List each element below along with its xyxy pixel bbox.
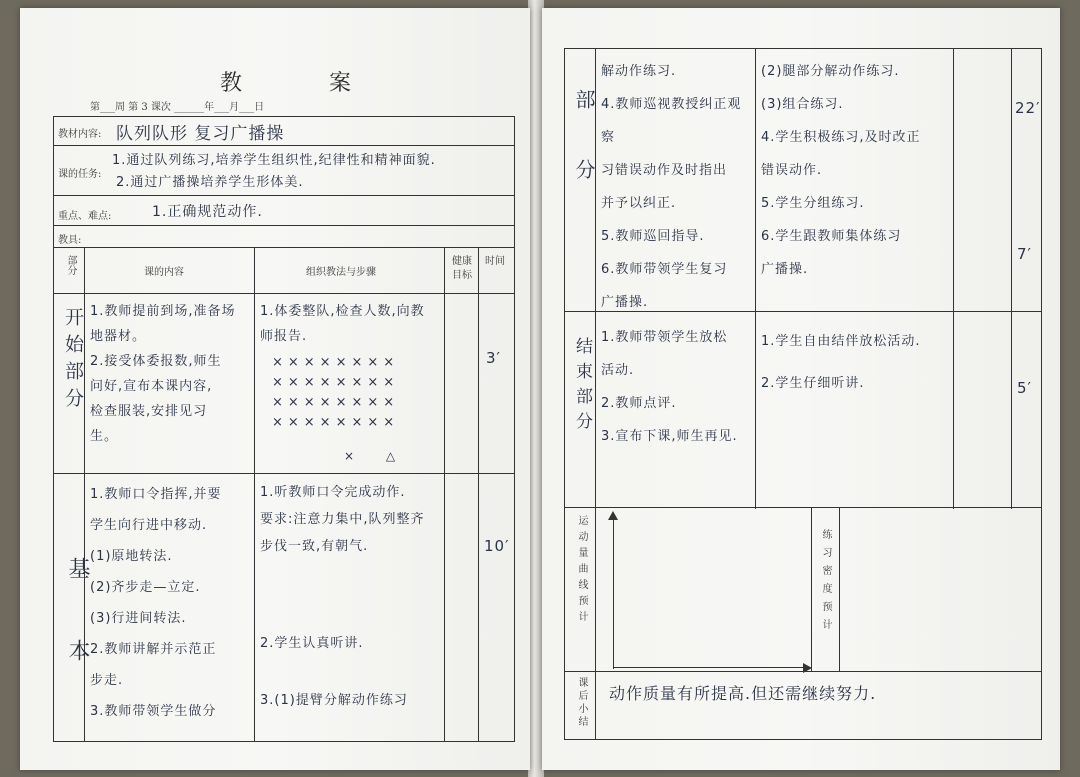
task-line-2: 2.通过广播操培养学生形体美. (116, 175, 304, 190)
basic-content-line: 3.教师带领学生做分 (90, 704, 217, 719)
end-method-line: 2.学生仔细听讲. (761, 376, 865, 391)
content-label: 教材内容: (58, 129, 102, 140)
basic-method-line: 1.听教师口令完成动作. (260, 485, 406, 500)
start-method (260, 299, 442, 349)
basic-cont-content-line: 5.教师巡回指导. (601, 229, 705, 244)
curve-label: 运动量曲线预计 (576, 515, 587, 627)
left-page (20, 8, 530, 770)
summary-label: 课后小结 (576, 677, 587, 729)
summary-value: 动作质量有所提高.但还需继续努力. (609, 684, 877, 703)
task-line-1: 1.通过队列练习,培养学生组织性,纪律性和精神面貌. (112, 153, 436, 168)
start-content-line: 问好,宣布本课内容, (90, 379, 213, 394)
basic-method-line: 3.(1)提臂分解动作练习 (260, 693, 408, 708)
part-basic: 基本 (65, 557, 90, 721)
start-content-line: 地器材。 (90, 329, 147, 344)
task-label: 课的任务: (58, 169, 102, 180)
basic-content-line: 学生向行进中移动. (90, 518, 208, 533)
basic-content-line: 1.教师口令指挥,并要 (90, 487, 222, 502)
start-content-line: 生。 (90, 429, 119, 444)
basic-method (260, 479, 442, 714)
basic-cont-method (761, 55, 951, 286)
curve-y-axis (613, 517, 614, 669)
end-time: 5′ (1017, 379, 1032, 397)
curve-x-axis (613, 667, 803, 668)
header-time: 时间 (485, 256, 505, 267)
basic-cont-method-line: (3)组合练习. (761, 97, 844, 112)
start-content-line: 2.接受体委报数,师生 (90, 354, 222, 369)
basic-cont-content (601, 55, 753, 319)
end-method-line: 1.学生自由结伴放松活动. (761, 334, 921, 349)
content-value: 队列队形 复习广播操 (116, 124, 285, 144)
basic-content-line: (2)齐步走—立定. (90, 580, 201, 595)
lesson-plan-table-left (53, 116, 515, 742)
formation-row: ×××××××× (272, 375, 400, 390)
basic-method-line: 要求:注意力集中,队列整齐 (260, 512, 425, 527)
basic-content (90, 479, 252, 727)
basic-time: 10′ (484, 537, 510, 555)
end-method (761, 321, 951, 405)
end-content-line: 2.教师点评. (601, 396, 677, 411)
curve-y-arrow (608, 511, 618, 520)
formation-mark: × △ (344, 449, 410, 463)
header-method: 组织教法与步骤 (306, 267, 376, 278)
formation-row: ×××××××× (272, 415, 400, 430)
header-health: 健康目标 (452, 256, 472, 281)
basic-cont-time-1: 22′ (1015, 99, 1041, 117)
header-content: 课的内容 (144, 267, 184, 278)
formation-row: ×××××××× (272, 395, 400, 410)
basic-cont-method-line: 广播操. (761, 262, 809, 277)
basic-cont-method-line: 4.学生积极练习,及时改正 (761, 130, 921, 145)
basic-cont-method-line: 6.学生跟教师集体练习 (761, 229, 902, 244)
formation-row: ×××××××× (272, 355, 400, 370)
header-part: 部分 (65, 255, 76, 275)
end-content (601, 321, 753, 453)
density-label: 练习密度预计 (820, 529, 831, 637)
basic-cont-method-line: (2)腿部分解动作练习. (761, 64, 900, 79)
end-content-line: 1.教师带领学生放松 (601, 330, 728, 345)
start-method-line: 1.体委整队,检查人数,向教 (260, 304, 425, 319)
page-title: 教 案 (220, 71, 391, 96)
week-date-line: 第___周 第 3 课次 ______年___月___日 (90, 102, 265, 113)
part-basic-cont: 部分 (572, 89, 596, 229)
basic-method-line: 2.学生认真听讲. (260, 636, 364, 651)
part-end: 结束部分 (572, 337, 592, 437)
basic-content-line: 2.教师讲解并示范正 (90, 642, 217, 657)
basic-cont-content-line: 6.教师带领学生复习 (601, 262, 728, 277)
end-content-line: 活动. (601, 363, 635, 378)
basic-cont-method-line: 5.学生分组练习. (761, 196, 865, 211)
key-value: 1.正确规范动作. (152, 204, 263, 220)
formation-grid (272, 353, 399, 433)
equipment-label: 教具: (58, 235, 82, 246)
start-time: 3′ (486, 349, 501, 367)
start-content-line: 检查服装,安排见习 (90, 404, 208, 419)
right-page (542, 8, 1060, 770)
start-content-line: 1.教师提前到场,准备场 (90, 304, 236, 319)
basic-content-line: 步走. (90, 673, 124, 688)
basic-cont-content-line: 解动作练习. (601, 64, 677, 79)
start-method-line: 师报告. (260, 329, 308, 344)
basic-cont-method-line: 错误动作. (761, 163, 823, 178)
basic-cont-content-line: 并予以纠正. (601, 196, 677, 211)
basic-cont-content-line: 4.教师巡视教授纠正观察 (601, 97, 742, 145)
basic-method-line: 步伐一致,有朝气. (260, 539, 369, 554)
end-content-line: 3.宣布下课,师生再见. (601, 429, 738, 444)
basic-cont-content-line: 习错误动作及时指出 (601, 163, 728, 178)
basic-cont-content-line: 广播操. (601, 295, 649, 310)
basic-content-line: (1)原地转法. (90, 549, 173, 564)
basic-cont-time-2: 7′ (1017, 245, 1032, 263)
start-content (90, 299, 252, 449)
lesson-plan-table-right (564, 48, 1042, 740)
key-label: 重点、难点: (58, 211, 112, 222)
part-start: 开始部分 (62, 307, 84, 415)
basic-content-line: (3)行进间转法. (90, 611, 187, 626)
